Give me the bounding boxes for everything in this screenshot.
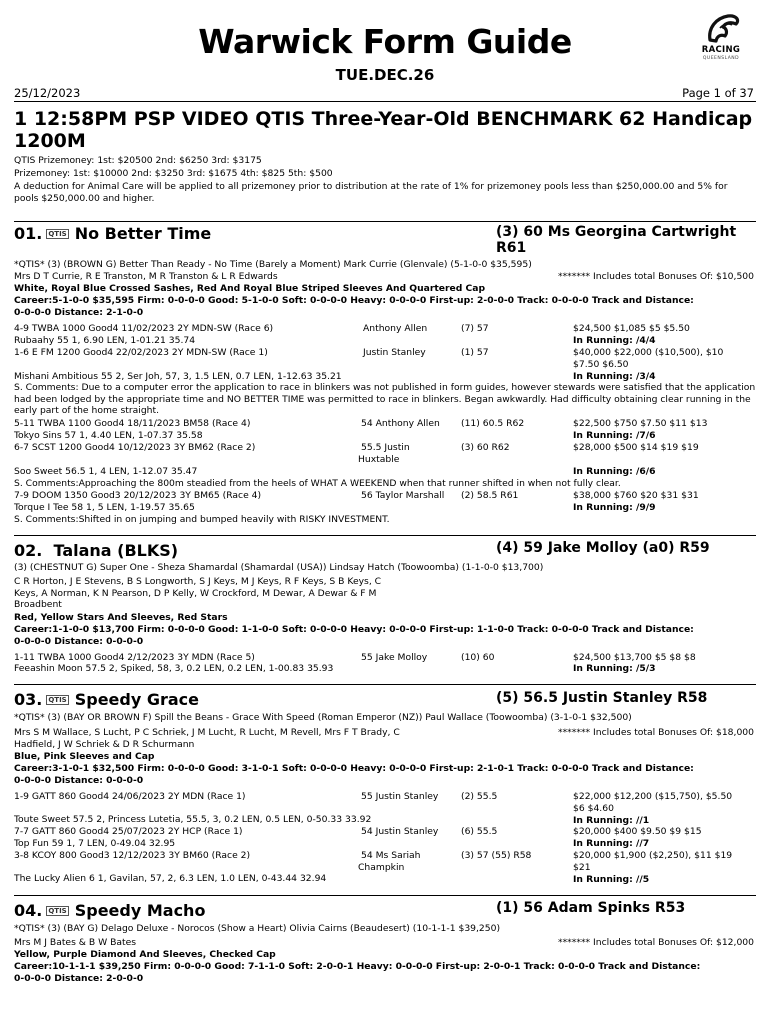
runner-owners: C R Horton, J E Stevens, B S Longworth, S J Keys, M J Keys, R F Keys, S B Keys, C Keys, A Norman, K N Pearson, D P Kelly, W Crockford, M Dewar, A Dewar & F M Broadbent (14, 576, 382, 610)
runner-jockey: (1) 56 Adam Spinks R53 (496, 900, 686, 916)
runner-divider (14, 895, 756, 896)
runner-header (14, 690, 199, 709)
run-barrier: (7) 57 (461, 323, 489, 334)
runner-jockey: (5) 56.5 Justin Stanley R58 (496, 690, 708, 706)
run-jockey-cont: Huxtable (358, 454, 400, 465)
racing-queensland-logo (690, 10, 752, 66)
qtis-icon: QTIS (48, 907, 67, 915)
run-money: $20,000 $400 $9.50 $9 $15 (573, 826, 702, 837)
run-line: 7-7 GATT 860 Good4 25/07/2023 2Y HCP (Race 1) (14, 826, 243, 837)
run-barrier: (11) 60.5 R62 (461, 418, 525, 429)
run-line: 7-9 DOOM 1350 Good3 20/12/2023 3Y BM65 (Race 4) (14, 490, 262, 501)
run-in-running: In Running: /5/3 (573, 663, 656, 674)
run-jockey: 55 Justin Stanley (361, 791, 439, 802)
run-money-cont: $7.50 $6.50 (573, 359, 629, 370)
runner-name: Talana (BLKS) (53, 541, 179, 560)
run-winner: Mishani Ambitious 55 2, Ser Joh, 57, 3, 1.5 LEN, 0.7 LEN, 1-12.63 35.21 (14, 371, 342, 382)
runner-bonus: ******* Includes total Bonuses Of: $12,000 (557, 937, 754, 948)
runner-owners: Mrs S M Wallace, S Lucht, P C Schriek, J M Lucht, R Lucht, M Revell, Mrs F T Brady, C Hadfield, J W Schriek & D R Schurmann (14, 727, 400, 750)
logo-text: RACING (701, 45, 741, 55)
runner-bonus: ******* Includes total Bonuses Of: $18,000 (557, 727, 754, 738)
runner-career-2: 0-0-0-0 Distance: 2-0-0-0 (14, 973, 144, 984)
runner-colours: Red, Yellow Stars And Sleeves, Red Stars (14, 612, 228, 623)
runner-pedigree: *QTIS* (3) (BAY OR BROWN F) Spill the Beans - Grace With Speed (Roman Emperor (NZ)) Paul Wallace (Toowoomba) (3-1-0-1 $32,500) (14, 712, 632, 723)
run-winner: Feeashin Moon 57.5 2, Spiked, 58, 3, 0.2 LEN, 0.2 LEN, 1-00.83 35.93 (14, 663, 334, 674)
runner-name: Speedy Grace (74, 690, 200, 709)
run-in-running: In Running: /6/6 (573, 466, 656, 477)
run-jockey: Justin Stanley (363, 347, 426, 358)
runner-career-2: 0-0-0-0 Distance: 0-0-0-0 (14, 775, 144, 786)
run-jockey: 55 Jake Molloy (361, 652, 428, 663)
runner-career: Career:10-1-1-1 $39,250 Firm: 0-0-0-0 Good: 7-1-1-0 Soft: 2-0-0-1 Heavy: 0-0-0-0 First-up: 2-0-0-1 Track: 0-0-0-0 Track and Distance: (14, 961, 701, 972)
runner-pedigree: *QTIS* (3) (BAY G) Delago Deluxe - Norocos (Show a Heart) Olivia Cairns (Beaudesert) (10-1-1-1 $39,250) (14, 923, 501, 934)
animal-care-deduction: A deduction for Animal Care will be applied to all prizemoney prior to distribution at the rate of 1% for prizemoney pools less than $250,000.00 and 5% for pools $250,000.00 and higher. (14, 181, 728, 204)
runner-header (14, 541, 178, 560)
runner-divider (14, 221, 756, 222)
run-money-cont: $21 (573, 862, 591, 873)
form-guide-title: Warwick Form Guide (198, 22, 572, 61)
header-divider (14, 101, 756, 102)
runner-number: 02. (14, 541, 43, 560)
run-barrier: (3) 57 (55) R58 (461, 850, 532, 861)
run-line: 1-11 TWBA 1000 Good4 2/12/2023 3Y MDN (Race 5) (14, 652, 255, 663)
qtis-icon: QTIS (48, 696, 67, 704)
logo-subtext: QUEENSLAND (702, 56, 740, 61)
meeting-date: TUE.DEC.26 (335, 66, 435, 84)
runner-colours: Blue, Pink Sleeves and Cap (14, 751, 155, 762)
run-money: $40,000 $22,000 ($10,500), $10 (573, 347, 724, 358)
run-money: $22,500 $750 $7.50 $11 $13 (573, 418, 708, 429)
run-barrier: (3) 60 R62 (461, 442, 510, 453)
run-money: $38,000 $760 $20 $31 $31 (573, 490, 699, 501)
run-line: 4-9 TWBA 1000 Good4 11/02/2023 2Y MDN-SW (Race 6) (14, 323, 274, 334)
runner-career-2: 0-0-0-0 Distance: 0-0-0-0 (14, 636, 144, 647)
run-money: $20,000 $1,900 ($2,250), $11 $19 (573, 850, 733, 861)
run-money: $28,000 $500 $14 $19 $19 (573, 442, 699, 453)
runner-pedigree: *QTIS* (3) (BROWN G) Better Than Ready - No Time (Barely a Moment) Mark Currie (Glenvale) (5-1-0-0 $35,595) (14, 259, 532, 270)
run-in-running: In Running: /9/9 (573, 502, 656, 513)
run-winner: Tokyo Sins 57 1, 4.40 LEN, 1-07.37 35.58 (14, 430, 203, 441)
run-winner: Rubaahy 55 1, 6.90 LEN, 1-01.21 35.74 (14, 335, 196, 346)
run-jockey-cont: Champkin (358, 862, 405, 873)
run-jockey: 56 Taylor Marshall (361, 490, 445, 501)
runner-jockey: (3) 60 Ms Georgina Cartwright (496, 224, 737, 240)
run-line: 1-6 E FM 1200 Good4 22/02/2023 2Y MDN-SW (Race 1) (14, 347, 268, 358)
runner-jockey: (4) 59 Jake Molloy (a0) R59 (496, 540, 710, 556)
qtis-prizemoney: QTIS Prizemoney: 1st: $20500 2nd: $6250 3rd: $3175 (14, 155, 262, 166)
runner-owners: Mrs M J Bates & B W Bates (14, 937, 137, 948)
run-winner: Toute Sweet 57.5 2, Princess Lutetia, 55.5, 3, 0.2 LEN, 0.5 LEN, 0-50.33 33.92 (14, 814, 372, 825)
runner-pedigree: (3) (CHESTNUT G) Super One - Sheza Shamardal (Shamardal (USA)) Lindsay Hatch (Toowoomba) (1-1-0-0 $13,700) (14, 562, 544, 573)
runner-name: No Better Time (74, 224, 212, 243)
runner-career: Career:1-1-0-0 $13,700 Firm: 0-0-0-0 Good: 1-1-0-0 Soft: 0-0-0-0 Heavy: 0-0-0-0 First-up: 1-1-0-0 Track: 0-0-0-0 Track and Distance: (14, 624, 694, 635)
runner-divider (14, 535, 756, 536)
run-jockey: 54 Ms Sariah (361, 850, 421, 861)
run-line: 1-9 GATT 860 Good4 24/06/2023 2Y MDN (Race 1) (14, 791, 246, 802)
runner-name: Speedy Macho (74, 901, 206, 920)
horse-head-icon (690, 10, 752, 46)
run-money: $24,500 $1,085 $5 $5.50 (573, 323, 690, 334)
runner-divider (14, 684, 756, 685)
run-barrier: (2) 58.5 R61 (461, 490, 519, 501)
run-in-running: In Running: /3/4 (573, 371, 656, 382)
stewards-comment: S. Comments:Shifted in on jumping and bumped heavily with RISKY INVESTMENT. (14, 514, 390, 525)
runner-rating: R61 (496, 240, 527, 256)
run-winner: Torque I Tee 58 1, 5 LEN, 1-19.57 35.65 (14, 502, 195, 513)
run-in-running: In Running: //1 (573, 815, 650, 826)
run-money: $24,500 $13,700 $5 $8 $8 (573, 652, 696, 663)
run-jockey: 54 Justin Stanley (361, 826, 439, 837)
run-jockey: Anthony Allen (363, 323, 428, 334)
run-in-running: In Running: /7/6 (573, 430, 656, 441)
stewards-comment: S. Comments: Due to a computer error the application to race in blinkers was not published in form guides, however stewards were satisfied that the application had been lodged by the appropriate time and NO BETTER TIME was permitted to race in blinkers. Began awkwardly. Had difficulty obtaining clear running in the early part of the home straight. (14, 382, 756, 416)
run-line: 3-8 KCOY 800 Good3 12/12/2023 3Y BM60 (Race 2) (14, 850, 251, 861)
run-in-running: In Running: /4/4 (573, 335, 656, 346)
runner-colours: White, Royal Blue Crossed Sashes, Red And Royal Blue Striped Sleeves And Quartered Cap (14, 283, 486, 294)
runner-header (14, 224, 211, 243)
runner-career: Career:5-1-0-0 $35,595 Firm: 0-0-0-0 Good: 5-1-0-0 Soft: 0-0-0-0 Heavy: 0-0-0-0 First-up: 2-0-0-0 Track: 0-0-0-0 Track and Distance: (14, 295, 694, 306)
run-in-running: In Running: //5 (573, 874, 650, 885)
race-title: 1 12:58PM PSP VIDEO QTIS Three-Year-Old BENCHMARK 62 Handicap 1200M (14, 108, 753, 152)
runner-career-2: 0-0-0-0 Distance: 2-1-0-0 (14, 307, 144, 318)
runner-number: 04. (14, 901, 43, 920)
runner-colours: Yellow, Purple Diamond And Sleeves, Checked Cap (14, 949, 276, 960)
runner-number: 01. (14, 224, 43, 243)
prizemoney: Prizemoney: 1st: $10000 2nd: $3250 3rd: $1675 4th: $825 5th: $500 (14, 168, 333, 179)
run-winner: The Lucky Alien 6 1, Gavilan, 57, 2, 6.3 LEN, 1.0 LEN, 0-43.44 32.94 (14, 873, 327, 884)
run-money-cont: $6 $4.60 (573, 803, 614, 814)
run-barrier: (2) 55.5 (461, 791, 498, 802)
runner-owners: Mrs D T Currie, R E Transton, M R Transton & L R Edwards (14, 271, 278, 282)
run-winner: Top Fun 59 1, 7 LEN, 0-49.04 32.95 (14, 838, 176, 849)
run-barrier: (1) 57 (461, 347, 489, 358)
print-date: 25/12/2023 (14, 86, 81, 100)
run-jockey: 55.5 Justin (361, 442, 410, 453)
run-money: $22,000 $12,200 ($15,750), $5.50 (573, 791, 733, 802)
run-in-running: In Running: //7 (573, 838, 650, 849)
run-line: 5-11 TWBA 1100 Good4 18/11/2023 BM58 (Race 4) (14, 418, 251, 429)
stewards-comment: S. Comments:Approaching the 800m steadied from the heels of WHAT A WEEKEND when that runner shifted in when not fully clear. (14, 478, 621, 489)
runner-number: 03. (14, 690, 43, 709)
run-barrier: (6) 55.5 (461, 826, 498, 837)
page-number: Page 1 of 37 (682, 86, 754, 100)
runner-header (14, 901, 205, 920)
run-jockey: 54 Anthony Allen (361, 418, 440, 429)
qtis-icon: QTIS (48, 230, 67, 238)
run-barrier: (10) 60 (461, 652, 495, 663)
run-line: 6-7 SCST 1200 Good4 10/12/2023 3Y BM62 (Race 2) (14, 442, 256, 453)
runner-bonus: ******* Includes total Bonuses Of: $10,500 (557, 271, 754, 282)
run-winner: Soo Sweet 56.5 1, 4 LEN, 1-12.07 35.47 (14, 466, 198, 477)
runner-career: Career:3-1-0-1 $32,500 Firm: 0-0-0-0 Good: 3-1-0-1 Soft: 0-0-0-0 Heavy: 0-0-0-0 First-up: 2-1-0-1 Track: 0-0-0-0 Track and Distance: (14, 763, 694, 774)
